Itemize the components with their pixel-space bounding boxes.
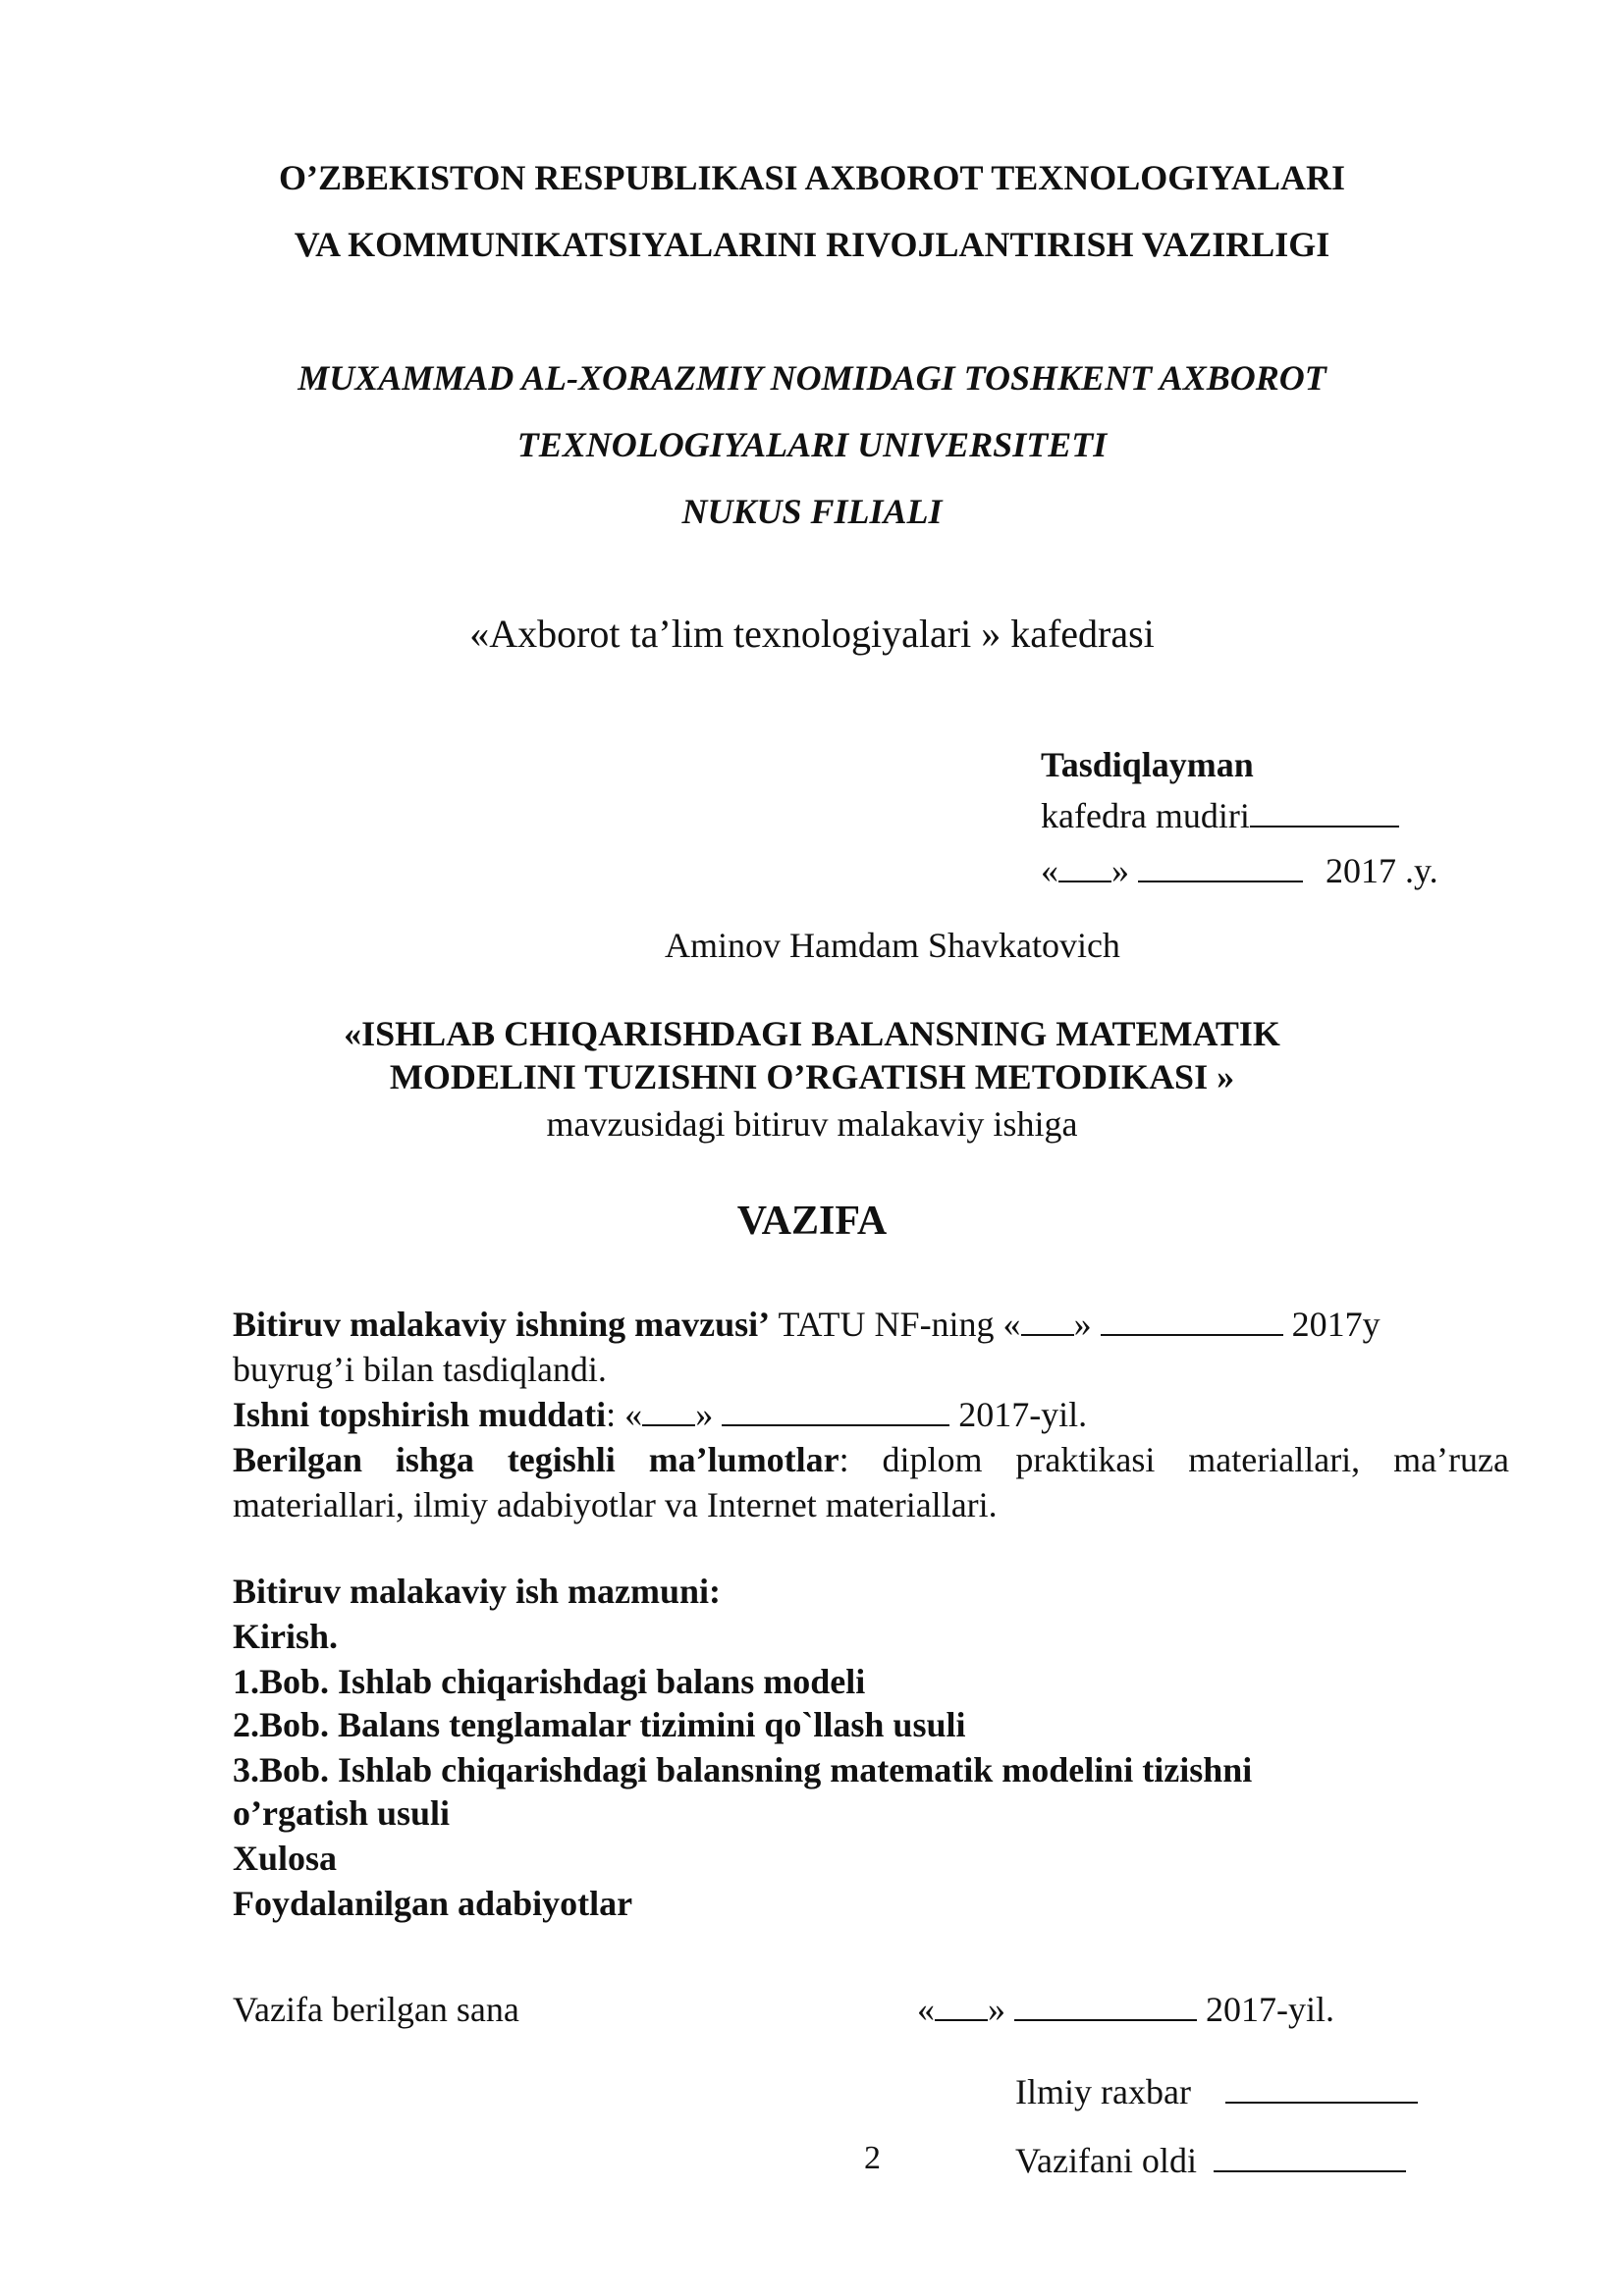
student-name: Aminov Hamdam Shavkatovich <box>665 926 1120 965</box>
deadline-line <box>233 1394 1087 1435</box>
topic-text-b: » <box>1073 1305 1101 1344</box>
data-label: Berilgan ishga tegishli ma’lumotlar <box>233 1440 839 1479</box>
document-title: VAZIFA <box>736 1199 888 1244</box>
task-month-blank <box>1014 1990 1197 2021</box>
contents-item: 3.Bob. Ishlab chiqarishdagi balansning matematik modelini tizishni <box>233 1750 1253 1789</box>
task-date-label: Vazifa berilgan sana <box>233 1990 519 2029</box>
supervisor-signature-line <box>1225 2072 1418 2104</box>
approval-date-open: « <box>1041 851 1058 890</box>
ministry-line-1: O’ZBEKISTON RESPUBLIKASI AXBOROT TEXNOLOGIYALARI <box>279 158 1345 197</box>
approval-head-label: kafedra mudiri <box>1041 796 1250 835</box>
topic-line-3: mavzusidagi bitiruv malakaviy ishiga <box>546 1104 1078 1144</box>
topic-line-1: «ISHLAB CHIQARISHDAGI BALANSNING MATEMATIK <box>344 1014 1280 1053</box>
contents-item: Foydalanilgan adabiyotlar <box>233 1884 633 1923</box>
day-blank <box>1058 851 1111 882</box>
ministry-line-2: VA KOMMUNIKATSIYALARINI RIVOJLANTIRISH VAZIRLIGI <box>294 225 1330 264</box>
university-line-2: TEXNOLOGIYALARI UNIVERSITETI <box>516 425 1108 464</box>
deadline-label: Ishni topshirish muddati <box>233 1395 607 1434</box>
task-date-close: » <box>988 1990 1014 2029</box>
approval-date-close: » <box>1111 851 1129 890</box>
contents-item: 1.Bob. Ishlab chiqarishdagi balans modeli <box>233 1662 866 1701</box>
topic-month-blank <box>1101 1305 1283 1336</box>
data-text-2: materiallari, ilmiy adabiyotlar va Internet materiallari. <box>233 1485 998 1524</box>
deadline-month-blank <box>722 1395 949 1426</box>
data-text-1: : diplom praktikasi materiallari, ma’ruza <box>839 1440 1509 1479</box>
deadline-year: 2017-yil. <box>949 1395 1088 1434</box>
received-label: Vazifani oldi <box>1015 2141 1197 2180</box>
supervisor-label: Ilmiy raxbar <box>1015 2072 1191 2111</box>
deadline-text-a: : « <box>606 1395 643 1434</box>
contents-item: 2.Bob. Balans tenglamalar tizimini qo`llash usuli <box>233 1705 966 1744</box>
topic-text-a: TATU NF-ning « <box>770 1305 1021 1344</box>
received-line <box>1015 2140 1406 2181</box>
deadline-day-blank <box>642 1395 695 1426</box>
topic-approval-line <box>233 1304 1519 1345</box>
page-number: 2 <box>864 2140 881 2176</box>
deadline-text-b: » <box>695 1395 723 1434</box>
received-signature-line <box>1214 2141 1406 2172</box>
branch-name: NUKUS FILIALI <box>681 492 943 531</box>
contents-heading: Bitiruv malakaviy ish mazmuni: <box>233 1572 722 1611</box>
contents-item: Xulosa <box>233 1839 338 1878</box>
topic-line-2: MODELINI TUZISHNI O’RGATISH METODIKASI » <box>389 1057 1235 1096</box>
supervisor-line <box>1015 2071 1418 2112</box>
approval-head-line <box>1041 795 1399 836</box>
contents-item: Kirish. <box>233 1617 339 1656</box>
approval-title: Tasdiqlayman <box>1041 745 1254 784</box>
signature-line <box>1250 796 1399 828</box>
task-date-year: 2017-yil. <box>1197 1990 1334 2029</box>
approval-date-line <box>1041 850 1438 891</box>
contents-item: o’rgatish usuli <box>233 1793 451 1833</box>
task-date-line <box>917 1989 1334 2030</box>
approval-year: 2017 .y. <box>1326 851 1438 890</box>
topic-text-2: buyrug’i bilan tasdiqlandi. <box>233 1350 607 1389</box>
data-line-1 <box>233 1439 1509 1480</box>
task-day-blank <box>935 1990 988 2021</box>
topic-year: 2017y <box>1282 1305 1380 1344</box>
task-date-open: « <box>917 1990 935 2029</box>
topic-label: Bitiruv malakaviy ishning mavzusi’ <box>233 1305 771 1344</box>
topic-day-blank <box>1021 1305 1074 1336</box>
month-blank <box>1138 851 1303 882</box>
university-line-1: MUXAMMAD AL-XORAZMIY NOMIDAGI TOSHKENT AXBOROT <box>298 358 1326 398</box>
department-name: «Axborot ta’lim texnologiyalari » kafedrasi <box>469 612 1155 656</box>
